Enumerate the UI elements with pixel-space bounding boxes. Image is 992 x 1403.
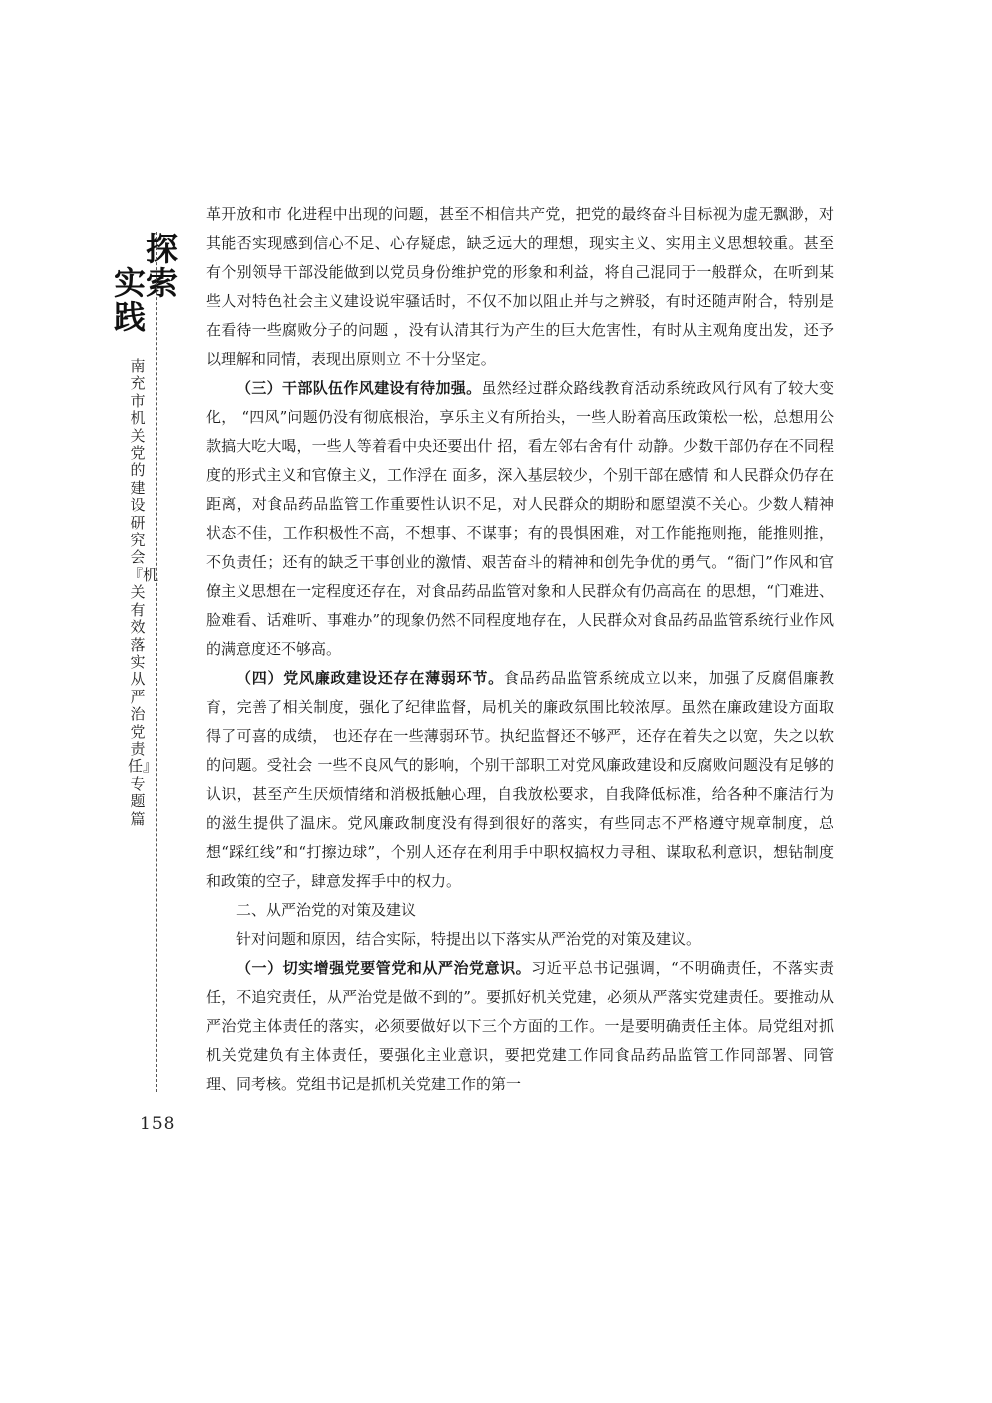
section-heading-3: （三）干部队伍作风建设有待加强。 [236, 379, 482, 397]
paragraph-cadre-style [206, 374, 834, 664]
section-heading-measures: 二、从严治党的对策及建议 [236, 901, 417, 919]
paragraph-body: 食品药品监管系统成立以来，加强了反腐倡廉教育，完善了相关制度，强化了纪律监督，局机关的廉政氛围比较浓厚。虽然在廉政建设方面取得了可喜的成绩， 也还存在一些薄弱环节。执纪监督还不够严，还存在着失之以宽，失之以软的问题。受社会 一些不良风气的影响，个别干部职工对党风廉政建设和反腐败问题没有足够的认识，甚至产生厌烦情绪和消极抵触心理，自我放松要求，自我降低标准，给各种不廉洁行为的滋生提供了温床。党风廉政制度没有得到很好的落实，有些同志不严格遵守规章制度，总想“踩红线”和“打擦边球”，个别人还存在利用手中职权搞权力寻租、谋取私利意识，想钻制度和政策的空子，肆意发挥手中的权力。 [206, 669, 834, 890]
paragraph-intro: 针对问题和原因，结合实际，特提出以下落实从严治党的对策及建议。 [236, 930, 702, 948]
paragraph-integrity [206, 664, 834, 896]
paragraph-body: 习近平总书记强调，“不明确责任，不落实责任，不追究责任，从严治党是做不到的”。要抓好机关党建，必须从严落实党建责任。要推动从严治党主体责任的落实，必须要做好以下三个方面的工作。一是要明确责任主体。局党组对抓机关党建负有主体责任，要强化主业意识，要把党建工作同食品药品监管工作同部署、同管理、同考核。党组书记是抓机关党建工作的第一 [206, 959, 834, 1093]
brand-word-practice: 实践 [114, 264, 147, 336]
page-number: 158 [140, 1114, 176, 1134]
subsection-heading-1: （一）切实增强党要管党和从严治党意识。 [236, 959, 532, 977]
paragraph-continued: 革开放和市 化进程中出现的问题，甚至不相信共产党，把党的最终奋斗目标视为虚无飘渺，对其能否实现感到信心不足、心存疑虑，缺乏远大的理想，现实主义、实用主义思想较重。甚至有个别领导干部没能做到以党员身份维护党的形象和利益，将自己混同于一般群众，在听到某些人对特色社会主义建设说牢骚话时，不仅不加以阻止并与之辨驳，有时还随声附合，特别是在看待一些腐败分子的问题 ，没有认清其行为产生的巨大危害性，有时从主观角度出发，还予以理解和同情，表现出原则立 不十分坚定。 [206, 205, 834, 368]
section-heading-4: （四）党风廉政建设还存在薄弱环节。 [236, 669, 504, 687]
brand-word-explore: 探索 [146, 230, 179, 302]
column-vertical-title: 南充市机关党的建设研究会『机关有效落实从严治党责任』专题篇 [128, 357, 159, 828]
column-brand-logo [112, 232, 182, 342]
margin-dotted-divider [156, 232, 157, 1092]
paragraph-awareness [206, 954, 834, 1099]
article-body [206, 200, 834, 1099]
paragraph-body: 虽然经过群众路线教育活动系统政风行风有了较大变化， “四风”问题仍没有彻底根治，享乐主义有所抬头，一些人盼着高压政策松一松，总想用公款搞大吃大喝，一些人等着看中央还要出什 招，看左邻右舍有什 动静。少数干部仍存在不同程度的形式主义和官僚主义，工作浮在 面多，深入基层较少，个别干部在感情 和人民群众仍存在距离，对食品药品监管工作重要性认识不足，对人民群众的期盼和愿望漠不关心。少数人精神状态不佳，工作积极性不高，不想事、不谋事；有的畏惧困难，对工作能拖则拖，能推则推，不负责任；还有的缺乏干事创业的激情、艰苦奋斗的精神和创先争优的勇气。“衙门”作风和官僚主义思想在一定程度还存在，对食品药品监管对象和人民群众有仍高高在 的思想，“门难进、脸难看、话难听、事难办”的现象仍然不同程度地存在，人民群众对食品药品监管系统行业作风的满意度还不够高。 [206, 379, 834, 658]
